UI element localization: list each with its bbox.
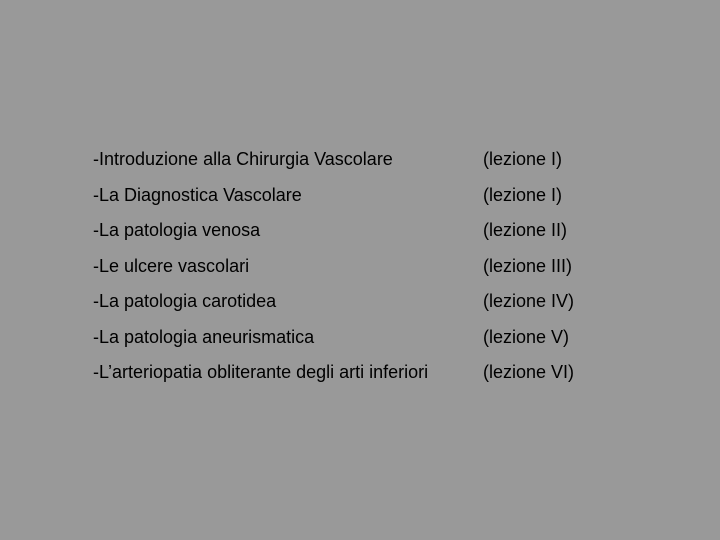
lesson-number: (lezione IV) [483,291,575,311]
lesson-topic: -Le ulcere vascolari [93,255,250,276]
lesson-number: (lezione V) [483,326,570,347]
lesson-topic: -Introduzione alla Chirurgia Vascolare [93,149,393,169]
lesson-number: (lezione II) [483,220,568,240]
lesson-topic: -La patologia aneurismatica [93,326,315,347]
lesson-number: (lezione I) [483,184,563,205]
lesson-topic: -La patologia venosa [93,220,261,240]
lesson-row [93,249,653,285]
lesson-number: (lezione I) [483,149,563,169]
lesson-row [93,142,653,178]
lesson-topic: -La patologia carotidea [93,291,277,311]
lesson-row [93,355,653,391]
lesson-number: (lezione VI) [483,362,575,382]
lesson-topic: -La Diagnostica Vascolare [93,184,302,205]
lesson-row [93,320,653,356]
lesson-list [93,142,653,391]
lesson-row [93,178,653,214]
lesson-number: (lezione III) [483,255,573,276]
lesson-row [93,284,653,320]
lesson-topic: -L’arteriopatia obliterante degli arti inferiori [93,362,429,382]
lesson-row [93,213,653,249]
